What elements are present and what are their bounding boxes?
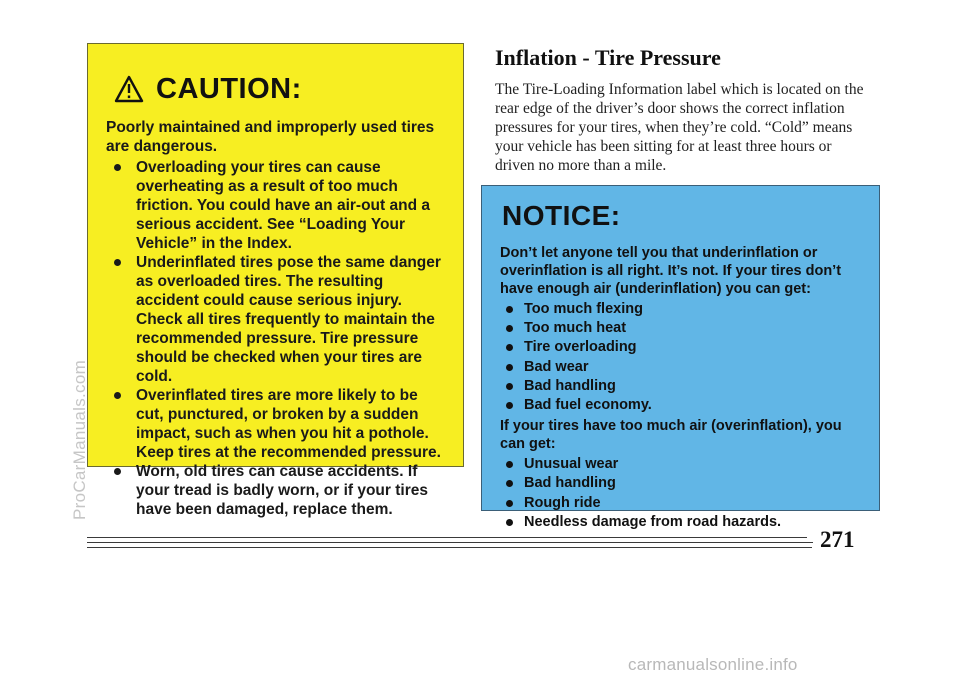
list-item: Too much flexing [500,300,865,319]
bullet-icon [506,402,513,409]
caution-title: CAUTION: [156,72,302,105]
list-item: Rough ride [500,494,865,513]
notice-intro: Don’t let anyone tell you that underinflation or overinflation is all right. It’s not. If your tires don’t have enough air (underinflation) you can get: [500,245,842,297]
overinflation-list [500,455,865,532]
bullet-icon [506,364,513,371]
caution-header [114,66,449,112]
bullet-icon [506,480,513,487]
caution-item: Worn, old tires can cause accidents. If your tread is badly worn, or if your tires have been damaged, replace them. [106,462,449,519]
inflation-section [495,45,875,175]
side-watermark: ProCarManuals.com [70,359,89,520]
page-number: 271 [820,527,855,552]
caution-intro: Poorly maintained and improperly used tires are dangerous. [106,119,435,155]
list-item: Too much heat [500,319,865,338]
bullet-icon [114,392,121,399]
section-body: The Tire-Loading Information label which is located on the rear edge of the driver’s door shows the correct inflation pressures for your tires, when they’re cold. “Cold” means your vehicle has been sitting for at least three hours or driven no more than a mile. [495,81,864,174]
bullet-icon [506,306,513,313]
bullet-icon [506,383,513,390]
caution-item: Underinflated tires pose the same danger as overloaded tires. The resulting accident could cause serious injury. Check all tires frequently to maintain the recommended pressure. Tire pressure should be checked when your tires are cold. [106,253,449,386]
bullet-icon [114,164,121,171]
list-item: Bad wear [500,358,865,377]
bottom-watermark: carmanualsonline.info [628,655,798,674]
caution-item: Overloading your tires can cause overheating as a result of too much friction. You could have an air-out and a serious accident. See “Loading Your Vehicle” in the Index. [106,158,449,253]
caution-item: Overinflated tires are more likely to be cut, punctured, or broken by a sudden impact, such as when you hit a pothole. Keep tires at the recommended pressure. [106,386,449,462]
underinflation-list [500,300,865,415]
bullet-icon [506,461,513,468]
list-item: Unusual wear [500,455,865,474]
caution-list [106,158,449,519]
footer-rule-middle [87,542,813,543]
caution-box [87,43,464,518]
bullet-icon [114,259,121,266]
overinflation-intro: If your tires have too much air (overinflation), you can get: [500,418,842,453]
list-item: Tire overloading [500,338,865,357]
bullet-icon [506,519,513,526]
notice-title: NOTICE: [502,200,621,231]
list-item: Needless damage from road hazards. [500,513,865,532]
notice-box [481,185,880,530]
warning-triangle-icon [114,75,144,103]
bullet-icon [506,325,513,332]
footer-rule-bottom [87,547,812,548]
list-item: Bad fuel economy. [500,396,865,415]
bullet-icon [114,468,121,475]
list-item: Bad handling [500,474,865,493]
section-title: Inflation - Tire Pressure [495,45,721,70]
footer-rule-top [87,537,807,538]
bullet-icon [506,500,513,507]
bullet-icon [506,344,513,351]
list-item: Bad handling [500,377,865,396]
